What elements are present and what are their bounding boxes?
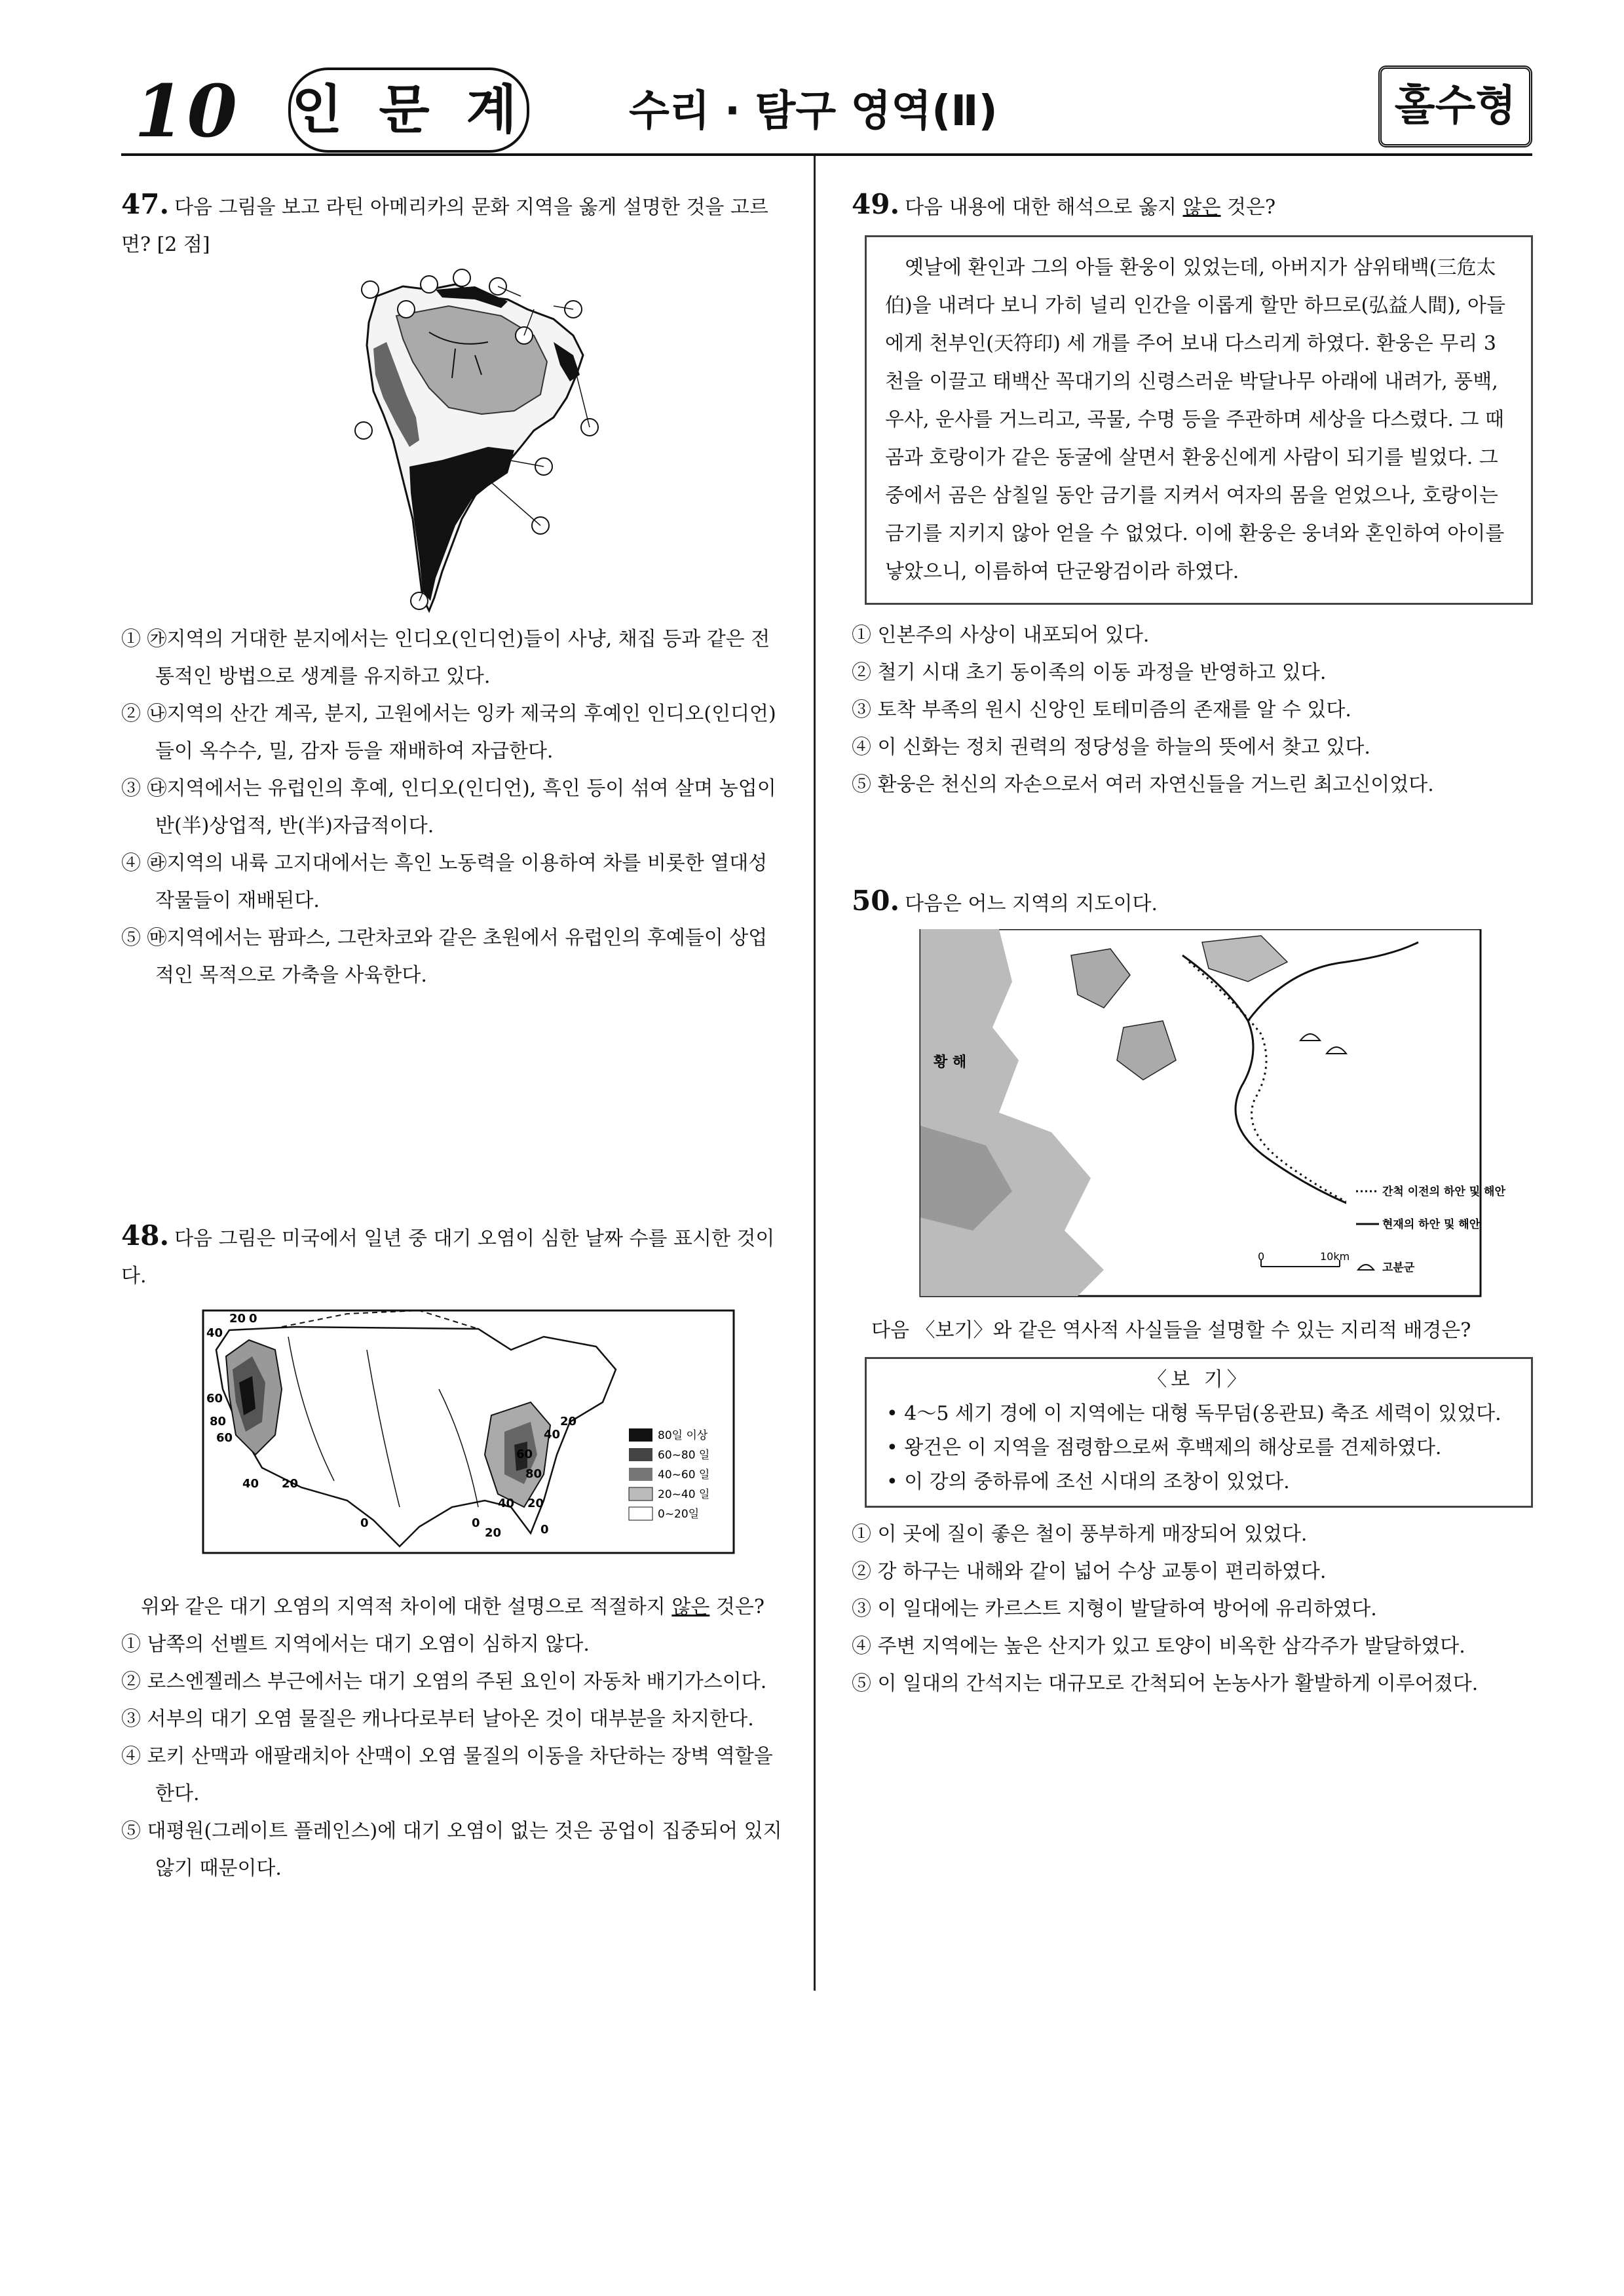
bogi-title: 〈보 기〉 — [1147, 1368, 1251, 1391]
sea-label: 황 해 — [934, 1054, 967, 1071]
contour-label: 0 — [360, 1516, 369, 1530]
choice-4[interactable]: ④ 로키 산맥과 애팔래치아 산맥이 오염 물질의 이동을 차단하는 장벽 역할을 한다. — [121, 1745, 773, 1805]
contour-label: 0 — [540, 1523, 549, 1537]
contour-label: 40 — [498, 1497, 515, 1510]
us-pollution-map — [121, 1304, 783, 1579]
page-number: 10 — [134, 69, 240, 153]
legend-label-4: 20~40 일 — [658, 1488, 710, 1501]
question-49-choices — [852, 617, 1533, 803]
choice-4[interactable]: ④ 주변 지역에는 높은 산지가 있고 토양이 비옥한 삼각주가 발달하였다. — [852, 1635, 1465, 1658]
question-47 — [121, 185, 783, 994]
question-50-choices — [852, 1516, 1533, 1702]
question-number: 49. — [852, 188, 900, 220]
question-text: 다음 내용에 대한 해석으로 옳지 — [905, 196, 1177, 219]
question-47-choices — [121, 621, 783, 994]
question-48-choices — [121, 1626, 783, 1887]
question-50 — [852, 882, 1533, 1702]
contour-label: 40 — [242, 1477, 259, 1491]
contour-label: 80 — [210, 1415, 227, 1428]
question-number: 48. — [121, 1219, 170, 1252]
choice-5[interactable]: ⑤ ㉲지역에서는 팜파스, 그란차코와 같은 초원에서 유럽인의 후예들이 상업적인 목적으로 가축을 사육한다. — [121, 927, 768, 987]
choice-2[interactable]: ② 철기 시대 초기 동이족의 이동 과정을 반영하고 있다. — [852, 661, 1327, 684]
legend-label-2: 60~80 일 — [658, 1449, 710, 1462]
contour-label: 60 — [206, 1392, 223, 1406]
choice-4[interactable]: ④ 이 신화는 정치 권력의 정당성을 하늘의 뜻에서 찾고 있다. — [852, 736, 1370, 759]
choice-5[interactable]: ⑤ 환웅은 천신의 자손으로서 여러 자연신들을 거느린 최고신이었다. — [852, 773, 1434, 796]
contour-label: 60 — [216, 1431, 233, 1445]
question-number: 47. — [121, 188, 170, 220]
southern-cone — [409, 447, 514, 601]
legend-current-coast: 현재의 하안 및 해안 — [1382, 1218, 1481, 1231]
right-column — [852, 185, 1533, 1702]
south-america-map — [121, 263, 783, 621]
question-49-stem — [852, 185, 1533, 226]
bogi-item: • 왕건은 이 지역을 점령함으로써 후백제의 해상로를 견제하였다. — [886, 1436, 1442, 1459]
legend-label-3: 40~60 일 — [658, 1468, 710, 1482]
choice-1[interactable]: ① 인본주의 사상이 내포되어 있다. — [852, 624, 1150, 647]
choice-3[interactable]: ③ 서부의 대기 오염 물질은 캐나다로부터 날아온 것이 대부분을 차지한다. — [121, 1708, 754, 1731]
prompt-underlined: 않은 — [671, 1596, 710, 1618]
question-number: 50. — [852, 885, 900, 917]
scale-ten: 10km — [1320, 1250, 1350, 1263]
bogi-box — [865, 1357, 1533, 1508]
choice-2[interactable]: ② 로스엔젤레스 부근에서는 대기 오염의 주된 요인이 자동차 배기가스이다. — [121, 1670, 767, 1693]
contour-label: 40 — [206, 1326, 223, 1340]
choice-1[interactable]: ① 남쪽의 선벨트 지역에서는 대기 오염이 심하지 않다. — [121, 1633, 590, 1656]
contour-label: 40 — [544, 1428, 561, 1442]
choice-5[interactable]: ⑤ 이 일대의 간석지는 대규모로 간척되어 논농사가 활발하게 이루어졌다. — [852, 1672, 1479, 1695]
contour-label: 20 — [527, 1497, 544, 1510]
prompt-text: 위와 같은 대기 오염의 지역적 차이에 대한 설명으로 적절하지 — [141, 1596, 666, 1618]
legend-former-coast: 간척 이전의 하안 및 해안 — [1382, 1185, 1505, 1198]
left-column — [121, 185, 783, 1887]
choice-3[interactable]: ③ 토착 부족의 원시 신앙인 토테미즘의 존재를 알 수 있다. — [852, 698, 1351, 721]
section-badge: 인 문 계 — [288, 67, 529, 153]
question-text: 다음 그림은 미국에서 일년 중 대기 오염이 심한 날짜 수를 표시한 것이다. — [121, 1227, 775, 1288]
prompt-end: 것은? — [715, 1596, 765, 1618]
header-rule — [121, 153, 1532, 156]
contour-label: 80 — [525, 1467, 542, 1481]
estuary-map — [852, 929, 1533, 1303]
myth-passage: 옛날에 환인과 그의 아들 환웅이 있었는데, 아버지가 삼위태백(三危太伯)을 내려다 보니 가히 널리 인간을 이롭게 할만 하므로(弘益人間), 아들에게 천부인(天符印) 세 개를 주어 보내 다스리게 하였다. 환웅은 무리 3 천을 이끌고 태백산 꼭대기의 신령스러운 박달나무 아래에 내려가, 풍백, 우사, 운사를 거느리고, 곡물, 수명 등을 주관하며 세상을 다스렸다. 그 때 곰과 호랑이가 같은 동굴에 살면서 환웅신에게 사람이 되기를 빌었다. 그 중에서 곰은 삼칠일 동안 금기를 지켜서 여자의 몸을 얻었으나, 호랑이는 금기를 지키지 않아 얻을 수 없었다. 이에 환웅은 웅녀와 혼인하여 아이를 낳았으니, 이름하여 단군왕검이라 하였다. — [885, 256, 1506, 583]
choice-3[interactable]: ③ 이 일대에는 카르스트 지형이 발달하여 방어에 유리하였다. — [852, 1598, 1377, 1620]
legend-gobungun: 고분군 — [1382, 1261, 1415, 1274]
estuary-map-legend — [1346, 1181, 1505, 1290]
choice-2[interactable]: ② 강 하구는 내해와 같이 넓어 수상 교통이 편리하였다. — [852, 1560, 1327, 1583]
question-underlined: 않은 — [1182, 196, 1221, 219]
question-text-end: 것은? — [1227, 196, 1276, 219]
contour-label: 0 — [249, 1312, 257, 1326]
column-divider — [814, 156, 816, 1991]
choice-2[interactable]: ② ㉯지역의 산간 계곡, 분지, 고원에서는 잉카 제국의 후예인 인디오(인디언)들이 옥수수, 밀, 감자 등을 재배하여 자급한다. — [121, 702, 776, 763]
question-50-prompt: 다음 〈보기〉와 같은 역사적 사실들을 설명할 수 있는 지리적 배경은? — [871, 1319, 1471, 1342]
legend-label-5: 0~20일 — [658, 1508, 700, 1521]
page-title: 수리 · 탐구 영역(Ⅱ) — [629, 87, 998, 136]
bogi-item: • 이 강의 중하류에 조선 시대의 조창이 있었다. — [886, 1470, 1290, 1493]
scale-zero: 0 — [1258, 1250, 1265, 1263]
contour-label: 60 — [516, 1447, 533, 1461]
question-48 — [121, 1217, 783, 1887]
contour-label: 0 — [472, 1516, 480, 1530]
contour-label: 20 — [485, 1526, 502, 1540]
contour-label: 20 — [282, 1477, 299, 1491]
choice-5[interactable]: ⑤ 대평원(그레이트 플레인스)에 대기 오염이 없는 것은 공업이 집중되어 있지 않기 때문이다. — [121, 1820, 782, 1880]
question-text: 다음 그림을 보고 라틴 아메리카의 문화 지역을 옳게 설명한 것을 고르면? [2 점] — [121, 196, 768, 256]
paper-type-badge: 홀수형 — [1378, 66, 1532, 147]
legend-label-1: 80일 이상 — [658, 1429, 708, 1442]
question-47-stem — [121, 185, 783, 263]
question-text: 다음은 어느 지역의 지도이다. — [905, 892, 1158, 915]
choice-1[interactable]: ① ㉮지역의 거대한 분지에서는 인디오(인디언)들이 사냥, 채집 등과 같은 전통적인 방법으로 생계를 유지하고 있다. — [121, 628, 770, 688]
myth-passage-box — [865, 235, 1533, 605]
contour-label: 20 — [560, 1415, 577, 1428]
contour-label: 20 — [229, 1312, 246, 1326]
question-48-stem — [121, 1217, 783, 1295]
choice-3[interactable]: ③ ㉰지역에서는 유럽인의 후예, 인디오(인디언), 흑인 등이 섞여 살며 농업이 반(半)상업적, 반(半)자급적이다. — [121, 777, 776, 837]
question-49 — [852, 185, 1533, 803]
choice-1[interactable]: ① 이 곳에 질이 좋은 철이 풍부하게 매장되어 있었다. — [852, 1523, 1308, 1546]
question-50-stem — [852, 882, 1533, 923]
bogi-item: • 4～5 세기 경에 이 지역에는 대형 독무덤(옹관묘) 축조 세력이 있었다. — [886, 1402, 1501, 1425]
question-48-prompt — [121, 1588, 783, 1626]
choice-4[interactable]: ④ ㉱지역의 내륙 고지대에서는 흑인 노동력을 이용하여 차를 비롯한 열대성 작물들이 재배된다. — [121, 852, 768, 912]
